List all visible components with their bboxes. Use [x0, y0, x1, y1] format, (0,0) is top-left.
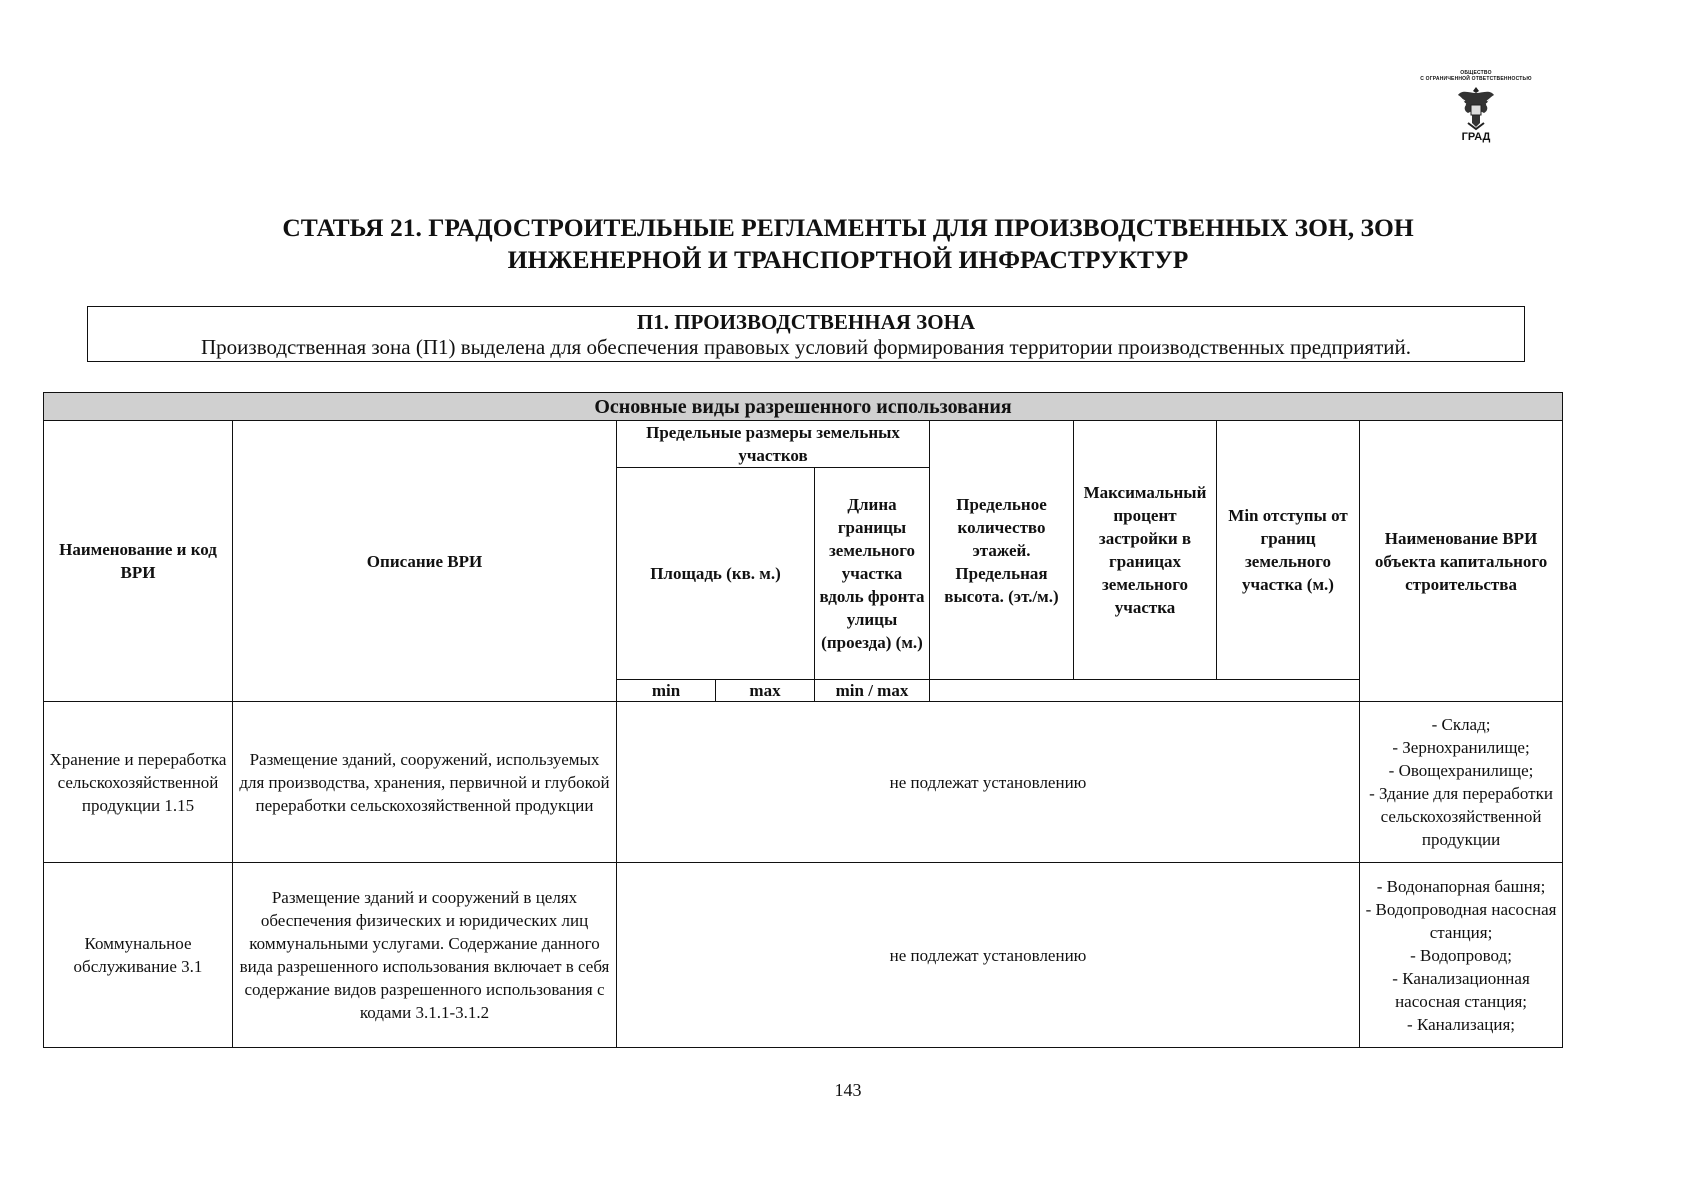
object-item: - Склад; — [1431, 715, 1491, 734]
table-band-title: Основные виды разрешенного использования — [44, 393, 1563, 421]
company-logo — [1396, 70, 1556, 156]
object-item: - Зернохранилище; — [1392, 738, 1530, 757]
object-item: - Овощехранилище; — [1388, 761, 1534, 780]
header-name-code: Наименование и код ВРИ — [44, 421, 233, 702]
object-item: - Канализация; — [1407, 1014, 1515, 1034]
row-name: Хранение и переработка сельскохозяйственной продукции 1.15 — [44, 702, 233, 863]
object-item: - Водопровод; — [1410, 945, 1512, 965]
row-params: не подлежат установлению — [617, 863, 1360, 1048]
header-max-percent: Максимальный процент застройки в границах земельного участка — [1074, 421, 1217, 680]
header-object-name: Наименование ВРИ объекта капитального строительства — [1360, 421, 1563, 702]
page-number: 143 — [834, 1080, 862, 1100]
logo-brand: ГРАД — [1461, 131, 1491, 143]
header-area-max: max — [716, 680, 815, 702]
row-description: Размещение зданий, сооружений, используемых для производства, хранения, первичной и глубокой переработки сельскохозяйственной продукции — [233, 702, 617, 863]
logo-org-line2: С ОГРАНИЧЕННОЙ ОТВЕТСТВЕННОСТЬЮ — [1420, 76, 1532, 82]
object-item: - Канализационная насосная станция; — [1392, 968, 1530, 1011]
object-item: - Здание для переработки сельскохозяйственной продукции — [1369, 784, 1553, 849]
row-name: Коммунальное обслуживание 3.1 — [44, 863, 233, 1048]
object-item: - Водопроводная насосная станция; — [1365, 899, 1557, 942]
row-description: Размещение зданий и сооружений в целях обеспечения физических и юридических лиц коммунальными услугами. Содержание данного вида разрешенного использования включает в себя содержание видов разрешенного использования с кодами 3.1.1-3.1.2 — [233, 863, 617, 1048]
table-row — [44, 702, 1563, 863]
regulations-table — [43, 392, 1563, 1048]
logo-org-line1: ОБЩЕСТВО — [1460, 70, 1492, 76]
object-item: - Водонапорная башня; — [1376, 876, 1546, 896]
header-floors: Предельное количество этажей. Предельная высота. (эт./м.) — [930, 421, 1074, 680]
zone-title: П1. ПРОИЗВОДСТВЕННАЯ ЗОНА — [636, 310, 976, 334]
row-objects — [1360, 702, 1563, 863]
header-frontage: Длина границы земельного участка вдоль фронта улицы (проезда) (м.) — [815, 468, 930, 680]
header-description: Описание ВРИ — [233, 421, 617, 702]
article-title-line1: СТАТЬЯ 21. ГРАДОСТРОИТЕЛЬНЫЕ РЕГЛАМЕНТЫ ДЛЯ ПРОИЗВОДСТВЕННЫХ ЗОН, ЗОН — [282, 213, 1414, 242]
table-row — [44, 863, 1563, 1048]
zone-description: Производственная зона (П1) выделена для обеспечения правовых условий формирования территории производственных предприятий. — [201, 335, 1411, 359]
zone-box — [87, 306, 1525, 362]
header-frontage-minmax: min / max — [815, 680, 930, 702]
header-min-setback: Min отступы от границ земельного участка (м.) — [1217, 421, 1360, 680]
header-plot-limits: Предельные размеры земельных участков — [617, 421, 930, 468]
article-title — [150, 212, 1546, 276]
header-area-min: min — [617, 680, 716, 702]
header-area: Площадь (кв. м.) — [617, 468, 815, 680]
row-objects — [1360, 863, 1563, 1048]
row-params: не подлежат установлению — [617, 702, 1360, 863]
header-blank-cell — [930, 680, 1360, 702]
eagle-emblem-icon — [1456, 83, 1496, 131]
article-title-line2: ИНЖЕНЕРНОЙ И ТРАНСПОРТНОЙ ИНФРАСТРУКТУР — [507, 245, 1189, 274]
